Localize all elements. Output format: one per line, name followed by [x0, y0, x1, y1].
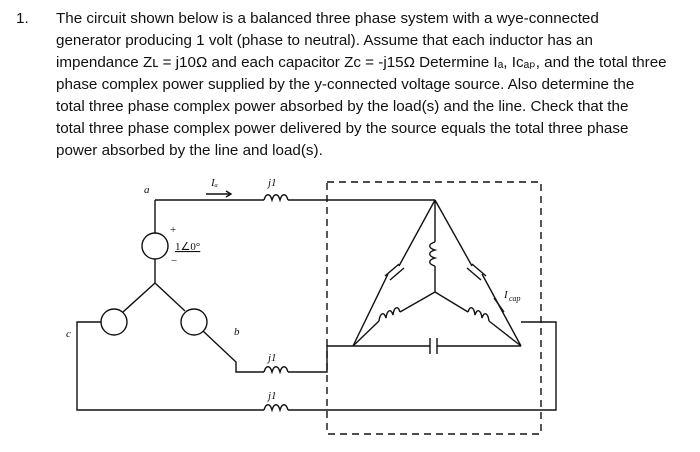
wye-left-wire — [400, 292, 435, 312]
cap-current-label: I — [504, 289, 508, 301]
inductor-top — [264, 195, 288, 200]
node-b-label: b — [234, 326, 240, 338]
source-plus-sign: + — [170, 224, 177, 236]
inductor-bottom-label: j1 — [268, 390, 277, 402]
wye-right-wire — [435, 292, 468, 312]
problem-line: The circuit shown below is a balanced three phase system with a wye-connected — [56, 10, 599, 27]
inductor-wye-left — [379, 308, 400, 321]
current-arrow-cap — [494, 298, 504, 312]
problem-line: generator producing 1 volt (phase to neutral). Assume that each inductor has an — [56, 32, 593, 49]
problem-line: impendance Zʟ = j10Ω and each capacitor Zᴄ = -j15Ω Determine Iₐ, Iᴄₐₚ, and the total three — [56, 54, 667, 71]
source-c — [101, 309, 127, 335]
source-a — [142, 233, 168, 259]
inductor-wye-right — [468, 308, 489, 321]
problem-line: total three phase complex power delivered by the source equals the total three phase — [56, 120, 629, 137]
inductor-mid-label: j1 — [268, 352, 277, 364]
current-a-label: Iₐ — [211, 177, 218, 189]
problem-number: 1. — [16, 10, 29, 27]
node-c-label: c — [66, 328, 71, 340]
problem-line: power absorbed by the line and load(s). — [56, 142, 323, 159]
inductor-wye-top — [430, 242, 435, 266]
delta-left-lower — [353, 274, 388, 346]
cap-current-subscript: cap — [509, 294, 521, 303]
problem-line: phase complex power supplied by the y-connected voltage source. Also determine the — [56, 76, 635, 93]
inductor-mid — [264, 367, 288, 372]
inductor-top-label: j1 — [268, 177, 277, 189]
circuit-diagram — [0, 168, 700, 452]
problem-text — [56, 8, 692, 162]
wye-right-end — [489, 321, 521, 346]
delta-right-upper — [435, 200, 472, 266]
source-value-label: 1∠0° — [175, 241, 201, 253]
inductor-bottom — [264, 405, 288, 410]
wire-b-right — [288, 346, 353, 372]
wire-neutral-c — [123, 283, 155, 312]
delta-left-upper — [399, 200, 435, 266]
wye-left-end — [353, 321, 379, 346]
load-boundary-box — [327, 182, 541, 434]
delta-right-lower — [482, 274, 521, 346]
problem-line: total three phase complex power absorbed by the load(s) and the line. Check that the — [56, 98, 629, 115]
node-a-label: a — [144, 184, 150, 196]
source-minus-sign: − — [171, 255, 178, 267]
wire-neutral-b — [155, 283, 185, 311]
